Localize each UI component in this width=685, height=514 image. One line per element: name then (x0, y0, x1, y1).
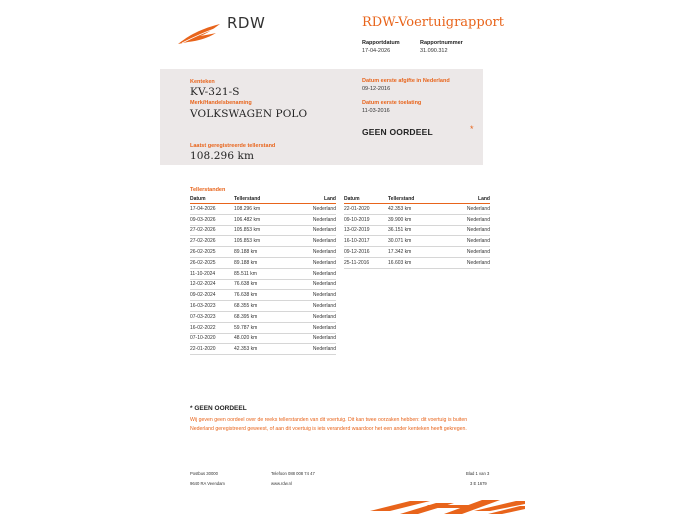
footer-blad: Blad 1 van 3 (466, 471, 490, 476)
cell-land: Nederland (438, 204, 490, 215)
col-datum-header: Datum (344, 195, 388, 204)
cell-datum: 09-03-2026 (190, 214, 234, 225)
cell-datum: 27-02-2026 (190, 236, 234, 247)
footer-postbus: Postbus 30000 (190, 471, 218, 476)
cell-datum: 09-12-2016 (344, 247, 388, 258)
table-row (190, 301, 336, 312)
table-row (344, 257, 490, 268)
cell-teller: 48.020 km (234, 333, 284, 344)
rapportnummer-value: 31.090.312 (420, 48, 448, 54)
merk-label: Merk/Handelsbenaming (190, 100, 252, 106)
note-title: * GEEN OORDEEL (190, 405, 247, 412)
cell-land: Nederland (438, 257, 490, 268)
teller-label: Laatst geregistreerde tellerstand (190, 143, 276, 149)
cell-teller: 76.638 km (234, 290, 284, 301)
tellerstanden-table-left (190, 195, 336, 355)
cell-land: Nederland (438, 247, 490, 258)
cell-teller: 39.900 km (388, 214, 438, 225)
footer-website: www.rdw.nl (271, 481, 292, 486)
cell-teller: 30.071 km (388, 236, 438, 247)
table-row (190, 257, 336, 268)
oordeel-asterisk: * (470, 124, 474, 134)
cell-datum: 22-01-2020 (190, 344, 234, 355)
col-land-header: Land (284, 195, 336, 204)
cell-teller: 106.482 km (234, 214, 284, 225)
table-row (190, 268, 336, 279)
table-row (344, 225, 490, 236)
table-row (190, 214, 336, 225)
cell-teller: 89.188 km (234, 257, 284, 268)
tellerstanden-table-right (344, 195, 490, 269)
table-row (190, 322, 336, 333)
cell-land: Nederland (284, 279, 336, 290)
cell-teller: 105.853 km (234, 236, 284, 247)
table-row (190, 236, 336, 247)
table-row (344, 214, 490, 225)
cell-datum: 16-02-2022 (190, 322, 234, 333)
rapportdatum-label: Rapportdatum (362, 40, 400, 46)
cell-teller: 89.188 km (234, 247, 284, 258)
cell-datum: 27-02-2026 (190, 225, 234, 236)
cell-teller: 85.511 km (234, 268, 284, 279)
table-row (190, 290, 336, 301)
table-row (190, 311, 336, 322)
tellerstanden-title: Tellerstanden (190, 187, 226, 193)
teller-value: 108.296 km (190, 150, 255, 162)
cell-datum: 13-02-2019 (344, 225, 388, 236)
table-row (344, 247, 490, 258)
cell-teller: 108.296 km (234, 204, 284, 215)
rapportdatum-value: 17-04-2026 (362, 48, 391, 54)
toelating-value: 11-03-2016 (362, 108, 390, 114)
cell-land: Nederland (438, 214, 490, 225)
cell-teller: 42.353 km (388, 204, 438, 215)
cell-datum: 16-03-2023 (190, 301, 234, 312)
cell-teller: 68.355 km (234, 301, 284, 312)
table-row (190, 344, 336, 355)
brand-name: RDW (227, 14, 266, 32)
cell-land: Nederland (284, 236, 336, 247)
cell-datum: 22-01-2020 (344, 204, 388, 215)
decorative-stripes-graphic (370, 497, 525, 514)
cell-land: Nederland (284, 214, 336, 225)
table-row (190, 279, 336, 290)
cell-land: Nederland (284, 225, 336, 236)
cell-land: Nederland (284, 268, 336, 279)
col-teller-header: Tellerstand (388, 195, 438, 204)
afgifte-value: 09-12-2016 (362, 86, 391, 92)
cell-land: Nederland (284, 204, 336, 215)
rapportnummer-label: Rapportnummer (420, 40, 463, 46)
table-row (190, 225, 336, 236)
cell-land: Nederland (284, 290, 336, 301)
cell-teller: 105.853 km (234, 225, 284, 236)
report-title: RDW-Voertuigrapport (362, 15, 504, 30)
cell-datum: 07-03-2023 (190, 311, 234, 322)
cell-land: Nederland (438, 225, 490, 236)
cell-teller: 17.342 km (388, 247, 438, 258)
cell-teller: 42.353 km (234, 344, 284, 355)
cell-teller: 16.603 km (388, 257, 438, 268)
cell-datum: 17-04-2026 (190, 204, 234, 215)
oordeel-status: GEEN OORDEEL (362, 127, 433, 137)
col-datum-header: Datum (190, 195, 234, 204)
cell-datum: 16-10-2017 (344, 236, 388, 247)
cell-land: Nederland (284, 322, 336, 333)
table-row (190, 333, 336, 344)
table-row (190, 247, 336, 258)
cell-teller: 59.787 km (234, 322, 284, 333)
cell-datum: 09-02-2024 (190, 290, 234, 301)
footer-telefoon: Telefoon 088 008 74 47 (271, 471, 315, 476)
cell-teller: 36.151 km (388, 225, 438, 236)
table-row (344, 204, 490, 215)
footer-code: 3 E 1679 (470, 481, 487, 486)
cell-datum: 26-02-2025 (190, 247, 234, 258)
footer-plaats: 9640 RA Veendam (190, 481, 225, 486)
cell-land: Nederland (284, 333, 336, 344)
col-teller-header: Tellerstand (234, 195, 284, 204)
cell-teller: 76.638 km (234, 279, 284, 290)
cell-land: Nederland (284, 311, 336, 322)
cell-land: Nederland (284, 247, 336, 258)
merk-value: VOLKSWAGEN POLO (190, 108, 308, 120)
cell-datum: 07-10-2020 (190, 333, 234, 344)
kenteken-value: KV-321-S (190, 86, 240, 98)
table-row (344, 236, 490, 247)
table-row (190, 204, 336, 215)
cell-datum: 12-02-2024 (190, 279, 234, 290)
cell-datum: 26-02-2025 (190, 257, 234, 268)
note-text: Wij geven geen oordeel over de reeks tellerstanden van dit voertuig. Dit kan twee oorzaken hebben: dit voertuig is buiten Nederland geregistreerd geweest, of aan dit voertuig is iets veranderd waardoor het een ander kenteken heeft gekregen. (190, 417, 468, 432)
cell-datum: 09-10-2019 (344, 214, 388, 225)
cell-land: Nederland (438, 236, 490, 247)
col-land-header: Land (438, 195, 490, 204)
cell-land: Nederland (284, 301, 336, 312)
afgifte-label: Datum eerste afgifte in Nederland (362, 78, 450, 84)
cell-teller: 68.395 km (234, 311, 284, 322)
cell-land: Nederland (284, 257, 336, 268)
cell-datum: 11-10-2024 (190, 268, 234, 279)
cell-land: Nederland (284, 344, 336, 355)
toelating-label: Datum eerste toelating (362, 100, 422, 106)
kenteken-label: Kenteken (190, 79, 215, 85)
rdw-logo-icon (176, 22, 222, 46)
cell-datum: 25-11-2016 (344, 257, 388, 268)
